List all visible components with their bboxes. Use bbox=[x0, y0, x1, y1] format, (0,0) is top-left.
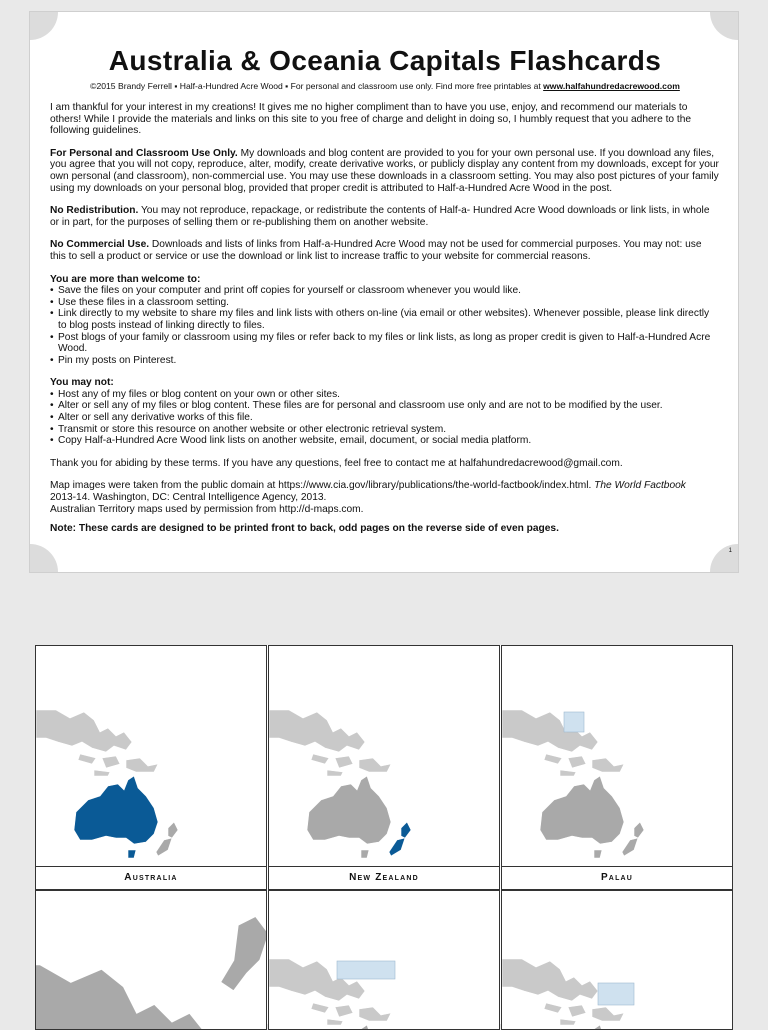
map-shapes bbox=[36, 710, 178, 858]
flashcard bbox=[35, 645, 267, 890]
island-landmass bbox=[78, 754, 158, 776]
asia-landmass bbox=[502, 959, 598, 1001]
list-item: • Save the files on your computer and print off copies for yourself or classroom whenever you would like. bbox=[50, 285, 720, 297]
website-link[interactable]: www.halfahundredacrewood.com bbox=[543, 81, 680, 91]
terms-content bbox=[50, 44, 720, 546]
asia-landmass bbox=[269, 710, 365, 752]
no-redistribution-body: You may not reproduce, repackage, or redistribute the contents of Half-a- Hundred Acre Wood downloads or link lists, in whole or in part, for the purposes of selling them or re-publishing them on another website. bbox=[50, 205, 710, 228]
note-paragraph bbox=[50, 523, 720, 535]
asia-landmass bbox=[36, 965, 207, 1030]
map-shapes bbox=[502, 710, 644, 858]
no-redistribution-heading: No Redistribution. bbox=[50, 205, 139, 217]
map-image bbox=[502, 646, 733, 890]
welcome-heading: You are more than welcome to: bbox=[50, 273, 201, 285]
thanks-paragraph: Thank you for abiding by these terms. If you have any questions, feel free to contact me at halfahundredacrewood@gmail.com. bbox=[50, 457, 623, 469]
flashcard bbox=[268, 890, 500, 1030]
card-label: New Zealand bbox=[269, 866, 499, 889]
new-zealand-landmass bbox=[622, 822, 644, 856]
note-heading: Note: bbox=[50, 523, 77, 535]
list-item: • Post blogs of your family or classroom using my files or refer back to my files or link lists, as long as proper credit is given to Half-a-Hundred Acre Wood. bbox=[50, 332, 720, 355]
flashcard bbox=[501, 645, 733, 890]
map-image bbox=[269, 891, 500, 1030]
list-item: • Copy Half-a-Hundred Acre Wood link lists on another website, email, document, or social media platform. bbox=[50, 435, 720, 447]
new-zealand-landmass bbox=[156, 822, 178, 856]
map-shapes bbox=[269, 710, 411, 858]
flashcard bbox=[268, 645, 500, 890]
flashcard-sheet bbox=[35, 645, 733, 1024]
australia-landmass bbox=[540, 776, 624, 844]
australia-landmass bbox=[540, 1025, 624, 1030]
australia-landmass bbox=[74, 776, 158, 844]
page-curl bbox=[710, 12, 738, 40]
flashcard-grid bbox=[35, 645, 733, 1024]
palau-locator-box bbox=[564, 712, 584, 732]
personal-use-paragraph bbox=[50, 148, 720, 194]
no-redistribution-paragraph bbox=[50, 205, 720, 228]
no-commercial-paragraph bbox=[50, 239, 720, 262]
island-landmass bbox=[544, 754, 624, 776]
japan-landmass bbox=[220, 916, 267, 991]
credits-paragraph bbox=[50, 480, 720, 515]
list-item: • Transmit or store this resource on another website or other electronic retrieval system. bbox=[50, 424, 720, 436]
flashcard bbox=[501, 890, 733, 1030]
card-label: Australia bbox=[36, 866, 266, 889]
island-landmass bbox=[311, 754, 391, 776]
island-landmass bbox=[544, 1003, 624, 1025]
locator-box bbox=[337, 961, 395, 979]
locator-box bbox=[598, 983, 634, 1005]
map-shapes bbox=[36, 916, 267, 1030]
no-commercial-heading: No Commercial Use. bbox=[50, 239, 150, 251]
terms-page bbox=[30, 12, 738, 572]
map-shapes bbox=[269, 959, 411, 1030]
map-image bbox=[269, 646, 500, 890]
personal-use-body: My downloads and blog content are provided to you for your own personal use. If you download any files, you agree that you will not copy, reproduce, alter, modify, create derivative works, or publicly display any content from my downloads, except for your own personal (and classroom), non-commercial use. You may use these downloads in a classroom setting. You may also post pictures of your family using my downloads on your personal blog, provided that proper credit is attributed to Half-a-Hundred Acre Wood in the post. bbox=[50, 147, 719, 194]
credits-line-2: 2013-14. Washington, DC: Central Intelligence Agency, 2013. bbox=[50, 492, 327, 504]
list-item: • Alter or sell any of my files or blog content. These files are for personal and classroom use only and are not to be modified by the user. bbox=[50, 400, 720, 412]
welcome-list bbox=[50, 285, 720, 366]
flashcard bbox=[35, 890, 267, 1030]
tasmania-landmass bbox=[594, 850, 602, 858]
australia-landmass bbox=[307, 1025, 391, 1030]
no-commercial-body: Downloads and lists of links from Half-a-Hundred Acre Wood may not be used for commercial purposes. You may not: use this to sell a product or service or use the download or link list to increase traffic to your website for commercial reasons. bbox=[50, 239, 702, 262]
map-image bbox=[36, 891, 267, 1030]
page-curl bbox=[30, 544, 58, 572]
intro-paragraph: I am thankful for your interest in my creations! It gives me no higher compliment than to have you use, enjoy, and recommend our materials to others! While I provide the materials and links on this site to you free of charge and delight in doing so, I humbly request that you adhere to the following guidelines. bbox=[50, 102, 692, 137]
copyright-line bbox=[50, 80, 720, 92]
list-item: • Pin my posts on Pinterest. bbox=[50, 355, 720, 367]
page-curl bbox=[30, 12, 58, 40]
australia-landmass bbox=[307, 776, 391, 844]
list-item: • Use these files in a classroom setting. bbox=[50, 297, 720, 309]
new-zealand-landmass bbox=[389, 822, 411, 856]
asia-landmass bbox=[36, 710, 132, 752]
credits-line-1: Map images were taken from the public domain at https://www.cia.gov/library/publications/the-world-factbook/index.html. bbox=[50, 480, 595, 492]
tasmania-landmass bbox=[361, 850, 369, 858]
list-item: • Alter or sell any derivative works of this file. bbox=[50, 412, 720, 424]
page-title: Australia & Oceania Capitals Flashcards bbox=[108, 45, 662, 76]
list-item: • Link directly to my website to share my files and link lists with others on-line (via email or other websites). Whenever possible, please link directly to blog posts instead of linking directly to files. bbox=[50, 308, 720, 331]
factbook-title: The World Factbook bbox=[594, 480, 686, 492]
may-not-list bbox=[50, 389, 720, 447]
tasmania-landmass bbox=[128, 850, 136, 858]
page-curl bbox=[710, 544, 738, 572]
personal-use-heading: For Personal and Classroom Use Only. bbox=[50, 147, 238, 159]
map-image bbox=[36, 646, 267, 890]
card-label: Palau bbox=[502, 866, 732, 889]
map-shapes bbox=[502, 959, 644, 1030]
map-image bbox=[502, 891, 733, 1030]
page-number: 1 bbox=[728, 548, 732, 554]
list-item: • Host any of my files or blog content on your own or other sites. bbox=[50, 389, 720, 401]
credits-line-3: Australian Territory maps used by permission from http://d-maps.com. bbox=[50, 503, 364, 515]
may-not-heading: You may not: bbox=[50, 377, 114, 389]
copyright-text: ©2015 Brandy Ferrell ▪ Half-a-Hundred Acre Wood ▪ For personal and classroom use only. Find more free printables at bbox=[90, 81, 544, 91]
island-landmass bbox=[311, 1003, 391, 1025]
note-body: These cards are designed to be printed front to back, odd pages on the reverse side of even pages. bbox=[76, 523, 559, 535]
